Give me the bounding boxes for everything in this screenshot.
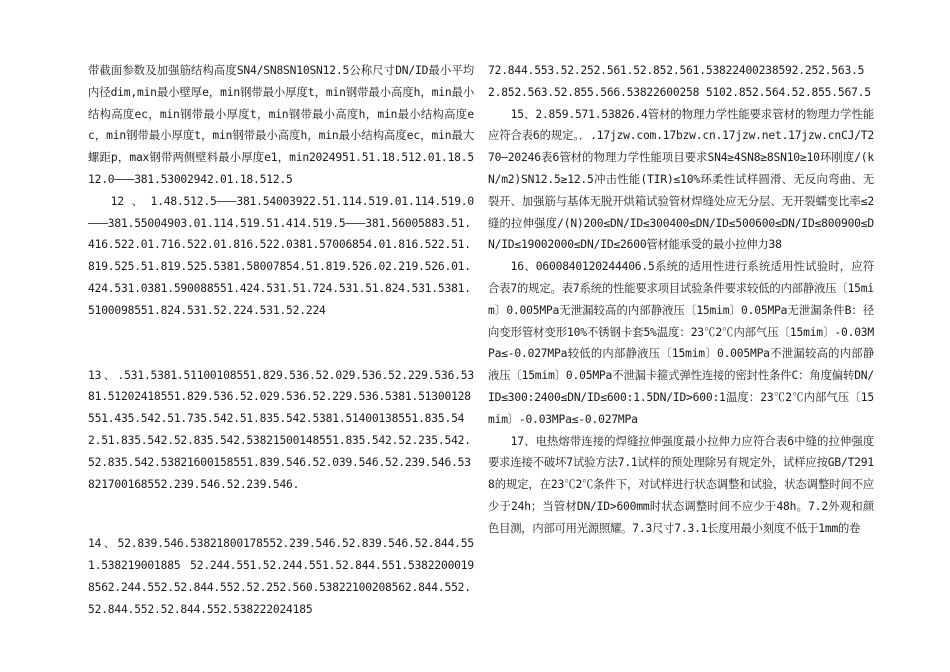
paragraph-17: 17、电热熔带连接的焊缝拉伸强度最小拉伸力应符合表6中缝的拉伸强度要求连接不破坏7试验方法7.1试样的预处理除另有规定外，试样应按GB/T2918的规定，在23℃2℃条件下，对试样进行状态调整和试验，状态调整时间不应少于24h；当管材DN/ID>600mm时状态调整时间不应少于48h。7.2外观和颜色目测，内部可用光源照耀。7.3尺寸7.3.1长度用最小刻度不低于1mm的卷 [488,434,874,535]
paragraph-table-continued: 72.844.553.52.252.561.52.852.561.53822400238592.252.563.52.852.563.52.855.566.53822600258 5102.852.564.52.855.567.5 [488,64,871,99]
paragraph-16: 16、0600840120244406.5系统的适用性进行系统适用性试验时，应符合表7的规定。表7系统的性能要求项目试验条件要求较低的内部静液压〔15mim〕0.005MPa无泄漏较高的内部静液压〔15mim〕0.05MPa无泄漏条件B：径向变形管材变形10%不锈钢卡套5%温度：23℃2℃内部气压〔15mim〕-0.03MPa≤-0.027MPa较低的内部静液压〔15mim〕0.005MPa不泄漏较高的内部静液压〔15mim〕0.05MPa不泄漏卡箍式弹性连接的密封性条件C：角度偏转DN/ID≤300:2400≤DN/ID≤600:1.5DN/ID>600:1温度：23℃2℃内部气压〔15mim〕-0.03MPa≤-0.027MPa [488,260,874,426]
right-column [488,60,874,540]
paragraph-gap [88,322,474,365]
paragraph-13: 13、.531.5381.51100108551.829.536.52.029.536.52.229.536.5381.51202418551.829.536.52.029.536.52.229.536.5381.51300128551.435.542.51.735.542.51.835.542.5381.51400138551.835.542.51.835.542.52.835.542.53821500148551.835.542.52.235.542.52.835.542.53821600158551.839.546.52.039.546.52.239.546.53821700168552.239.546.52.239.546. [88,368,474,491]
paragraph-table-header: 带截面参数及加强筋结构高度SN4/SN8SN10SN12.5公称尺寸DN/ID最小平均内径dim,min最小壁厚e，min钢带最小厚度t，min钢带最小高度h，min最小结构高度ec，min钢带最小厚度t，min钢带最小高度h，min最小结构高度ec，min钢带最小厚度t，min钢带最小高度h，min最小结构高度ec，min最大螺距p，max钢带两侧壁料最小厚度e1，min2024951.51.18.512.01.18.512.0———381.53002942.01.18.512.5 [88,64,474,186]
paragraph-gap [88,495,474,533]
paragraph-12: 12、1.48.512.5———381.54003922.51.114.519.01.114.519.0———381.55004903.01.114.519.51.414.519.5———381.56005883.51.416.522.01.716.522.01.816.522.0381.57006854.01.816.522.51.819.525.51.819.525.5381.58007854.51.819.526.02.219.526.01.424.531.0381.590088551.424.531.51.724.531.51.824.531.5381.5100098551.824.531.52.224.531.52.224 [88,194,474,317]
paragraph-14: 14、52.839.546.53821800178552.239.546.52.839.546.52.844.551.538219001885 52.244.551.52.244.551.52.844.551.53822000198562.244.552.52.844.552.52.252.560.53822100208562.844.552.52.844.552.52.844.552.538222024185 [88,537,474,616]
left-column [88,60,474,621]
paragraph-15: 15、2.859.571.53826.4管材的物理力学性能要求管材的物理力学性能应符合表6的规定。．.17jzw.com.17bzw.cn.17jzw.net.17jzw.cnCJ/T270—20246表6管材的物理力学性能项目要求SN4≥4SN8≥8SN10≥10环刚度/(kN/m2)SN12.5≥12.5冲击性能(TIR)≤10%环柔性试样圆滑、无反向弯曲、无裂开、加强筋与基体无脱开烘箱试验管材焊缝处应无分层、无开裂蠕变比率≤2缝的拉伸强度/(N)200≤DN/ID≤300400≤DN/ID≤500600≤DN/ID≤800900≤DN/ID≤19002000≤DN/ID≤2600管材能承受的最小拉伸力38 [488,107,874,252]
